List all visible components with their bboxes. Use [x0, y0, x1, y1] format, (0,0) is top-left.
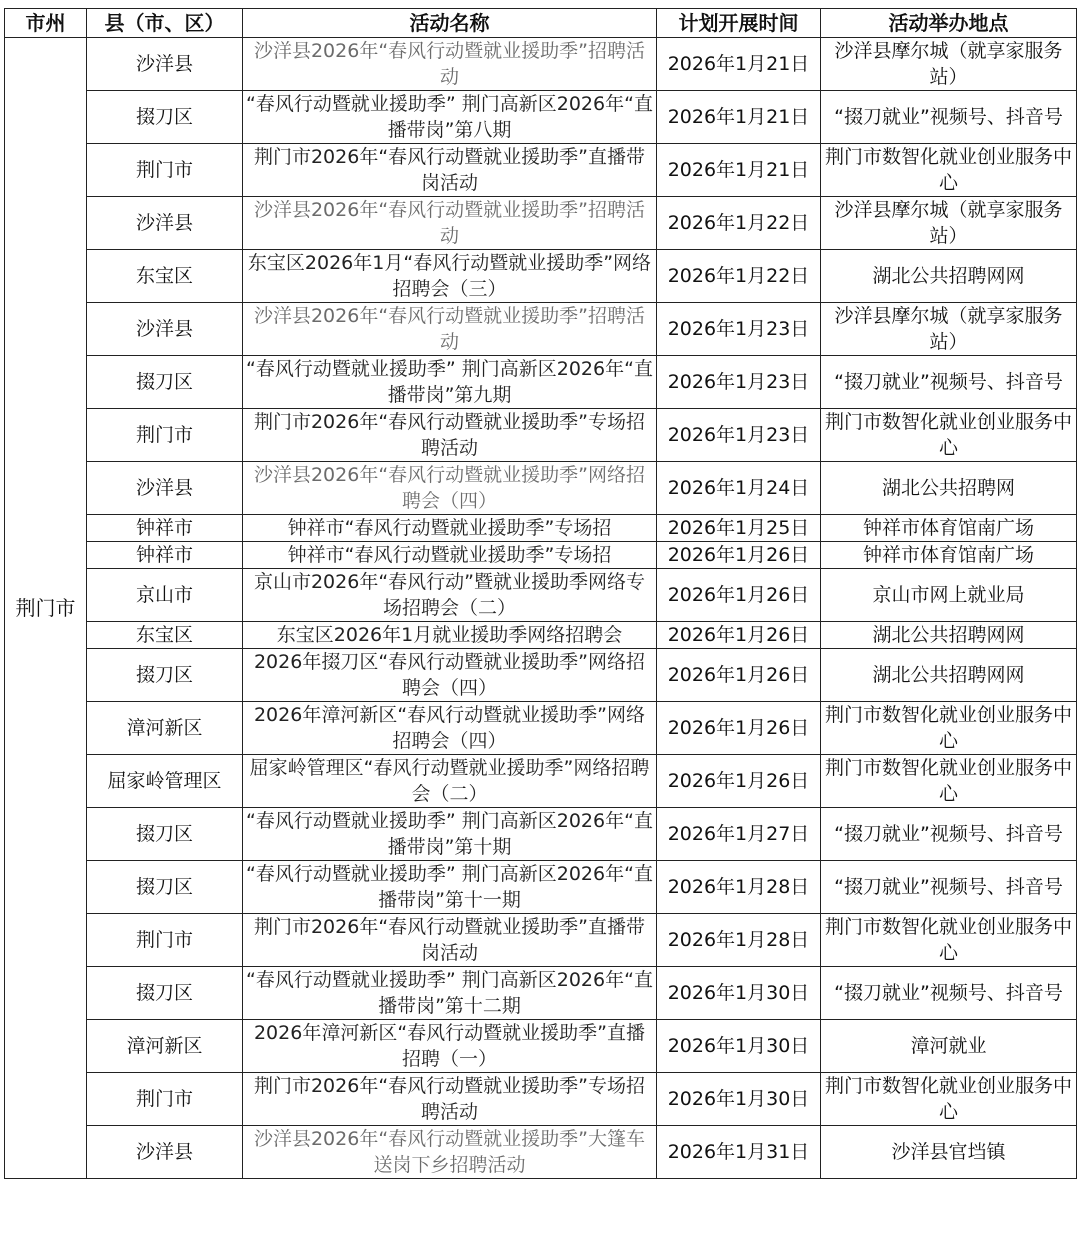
place-cell: 荆门市数智化就业创业服务中心 [821, 409, 1077, 462]
county-cell: 掇刀区 [87, 356, 243, 409]
date-cell: 2026年1月24日 [657, 462, 821, 515]
activity-name-cell: “春风行动暨就业援助季” 荆门高新区2026年“直播带岗”第十二期 [243, 967, 657, 1020]
place-cell: “掇刀就业”视频号、抖音号 [821, 861, 1077, 914]
date-cell: 2026年1月25日 [657, 515, 821, 542]
date-cell: 2026年1月22日 [657, 197, 821, 250]
county-cell: 东宝区 [87, 250, 243, 303]
activity-name-cell: 沙洋县2026年“春风行动暨就业援助季”大篷车送岗下乡招聘活动 [243, 1126, 657, 1179]
place-cell: 沙洋县摩尔城（就享家服务站） [821, 303, 1077, 356]
header-county: 县（市、区） [87, 9, 243, 38]
date-cell: 2026年1月26日 [657, 649, 821, 702]
table-row [5, 755, 1077, 808]
date-cell: 2026年1月28日 [657, 914, 821, 967]
table-row [5, 1126, 1077, 1179]
table-row [5, 197, 1077, 250]
table-row [5, 91, 1077, 144]
table-row [5, 914, 1077, 967]
date-cell: 2026年1月26日 [657, 622, 821, 649]
place-cell: “掇刀就业”视频号、抖音号 [821, 808, 1077, 861]
table-row [5, 1020, 1077, 1073]
activity-name-cell: “春风行动暨就业援助季” 荆门高新区2026年“直播带岗”第八期 [243, 91, 657, 144]
place-cell: 沙洋县官垱镇 [821, 1126, 1077, 1179]
place-cell: 荆门市数智化就业创业服务中心 [821, 1073, 1077, 1126]
date-cell: 2026年1月23日 [657, 303, 821, 356]
date-cell: 2026年1月30日 [657, 1020, 821, 1073]
date-cell: 2026年1月30日 [657, 1073, 821, 1126]
place-cell: 荆门市数智化就业创业服务中心 [821, 702, 1077, 755]
place-cell: 湖北公共招聘网网 [821, 622, 1077, 649]
date-cell: 2026年1月31日 [657, 1126, 821, 1179]
table-row [5, 515, 1077, 542]
activity-name-cell: 钟祥市“春风行动暨就业援助季”专场招 [243, 515, 657, 542]
county-cell: 沙洋县 [87, 197, 243, 250]
date-cell: 2026年1月21日 [657, 144, 821, 197]
county-cell: 钟祥市 [87, 515, 243, 542]
date-cell: 2026年1月26日 [657, 702, 821, 755]
table-row [5, 1073, 1077, 1126]
header-activity-name: 活动名称 [243, 9, 657, 38]
county-cell: 沙洋县 [87, 1126, 243, 1179]
place-cell: 荆门市数智化就业创业服务中心 [821, 914, 1077, 967]
activity-name-cell: 荆门市2026年“春风行动暨就业援助季”直播带岗活动 [243, 914, 657, 967]
date-cell: 2026年1月26日 [657, 542, 821, 569]
table-row [5, 462, 1077, 515]
table-row [5, 409, 1077, 462]
county-cell: 漳河新区 [87, 702, 243, 755]
table-row [5, 808, 1077, 861]
county-cell: 掇刀区 [87, 808, 243, 861]
table-row [5, 542, 1077, 569]
county-cell: 荆门市 [87, 914, 243, 967]
date-cell: 2026年1月26日 [657, 569, 821, 622]
table-row [5, 303, 1077, 356]
activity-name-cell: 屈家岭管理区“春风行动暨就业援助季”网络招聘会（二） [243, 755, 657, 808]
table-row [5, 702, 1077, 755]
activity-name-cell: 荆门市2026年“春风行动暨就业援助季”专场招聘活动 [243, 1073, 657, 1126]
activity-name-cell: 荆门市2026年“春风行动暨就业援助季”专场招聘活动 [243, 409, 657, 462]
date-cell: 2026年1月28日 [657, 861, 821, 914]
county-cell: 沙洋县 [87, 303, 243, 356]
activity-name-cell: 东宝区2026年1月“春风行动暨就业援助季”网络招聘会（三） [243, 250, 657, 303]
date-cell: 2026年1月27日 [657, 808, 821, 861]
table-row [5, 144, 1077, 197]
activity-name-cell: “春风行动暨就业援助季” 荆门高新区2026年“直播带岗”第九期 [243, 356, 657, 409]
place-cell: 湖北公共招聘网网 [821, 250, 1077, 303]
activity-name-cell: “春风行动暨就业援助季” 荆门高新区2026年“直播带岗”第十一期 [243, 861, 657, 914]
table-row [5, 967, 1077, 1020]
place-cell: 京山市网上就业局 [821, 569, 1077, 622]
county-cell: 京山市 [87, 569, 243, 622]
county-cell: 沙洋县 [87, 38, 243, 91]
place-cell: 漳河就业 [821, 1020, 1077, 1073]
activity-name-cell: 2026年漳河新区“春风行动暨就业援助季”直播招聘（一） [243, 1020, 657, 1073]
header-row [5, 9, 1077, 38]
activity-name-cell: 京山市2026年“春风行动”暨就业援助季网络专场招聘会（二） [243, 569, 657, 622]
header-date: 计划开展时间 [657, 9, 821, 38]
activity-name-cell: 2026年漳河新区“春风行动暨就业援助季”网络招聘会（四） [243, 702, 657, 755]
county-cell: 荆门市 [87, 144, 243, 197]
table-row [5, 38, 1077, 91]
header-city: 市州 [5, 9, 87, 38]
table-row [5, 250, 1077, 303]
place-cell: 湖北公共招聘网 [821, 462, 1077, 515]
place-cell: 荆门市数智化就业创业服务中心 [821, 144, 1077, 197]
county-cell: 荆门市 [87, 409, 243, 462]
table-row [5, 622, 1077, 649]
activity-name-cell: “春风行动暨就业援助季” 荆门高新区2026年“直播带岗”第十期 [243, 808, 657, 861]
county-cell: 东宝区 [87, 622, 243, 649]
place-cell: 钟祥市体育馆南广场 [821, 542, 1077, 569]
table-row [5, 861, 1077, 914]
date-cell: 2026年1月21日 [657, 38, 821, 91]
activity-name-cell: 沙洋县2026年“春风行动暨就业援助季”招聘活动 [243, 303, 657, 356]
place-cell: “掇刀就业”视频号、抖音号 [821, 91, 1077, 144]
county-cell: 荆门市 [87, 1073, 243, 1126]
place-cell: 沙洋县摩尔城（就享家服务站） [821, 38, 1077, 91]
place-cell: “掇刀就业”视频号、抖音号 [821, 967, 1077, 1020]
activity-name-cell: 东宝区2026年1月就业援助季网络招聘会 [243, 622, 657, 649]
county-cell: 漳河新区 [87, 1020, 243, 1073]
county-cell: 钟祥市 [87, 542, 243, 569]
activity-name-cell: 沙洋县2026年“春风行动暨就业援助季”招聘活动 [243, 197, 657, 250]
activity-name-cell: 沙洋县2026年“春风行动暨就业援助季”招聘活动 [243, 38, 657, 91]
place-cell: 沙洋县摩尔城（就享家服务站） [821, 197, 1077, 250]
table-row [5, 649, 1077, 702]
date-cell: 2026年1月23日 [657, 409, 821, 462]
date-cell: 2026年1月22日 [657, 250, 821, 303]
place-cell: 荆门市数智化就业创业服务中心 [821, 755, 1077, 808]
activity-name-cell: 2026年掇刀区“春风行动暨就业援助季”网络招聘会（四） [243, 649, 657, 702]
county-cell: 掇刀区 [87, 967, 243, 1020]
activity-name-cell: 沙洋县2026年“春风行动暨就业援助季”网络招聘会（四） [243, 462, 657, 515]
date-cell: 2026年1月26日 [657, 755, 821, 808]
date-cell: 2026年1月23日 [657, 356, 821, 409]
date-cell: 2026年1月21日 [657, 91, 821, 144]
county-cell: 屈家岭管理区 [87, 755, 243, 808]
place-cell: 钟祥市体育馆南广场 [821, 515, 1077, 542]
county-cell: 沙洋县 [87, 462, 243, 515]
table-row [5, 356, 1077, 409]
date-cell: 2026年1月30日 [657, 967, 821, 1020]
place-cell: 湖北公共招聘网网 [821, 649, 1077, 702]
city-cell: 荆门市 [5, 38, 87, 1179]
county-cell: 掇刀区 [87, 649, 243, 702]
activity-name-cell: 荆门市2026年“春风行动暨就业援助季”直播带岗活动 [243, 144, 657, 197]
county-cell: 掇刀区 [87, 91, 243, 144]
activity-name-cell: 钟祥市“春风行动暨就业援助季”专场招 [243, 542, 657, 569]
table-row [5, 569, 1077, 622]
place-cell: “掇刀就业”视频号、抖音号 [821, 356, 1077, 409]
county-cell: 掇刀区 [87, 861, 243, 914]
activity-table [4, 8, 1077, 1179]
header-place: 活动举办地点 [821, 9, 1077, 38]
